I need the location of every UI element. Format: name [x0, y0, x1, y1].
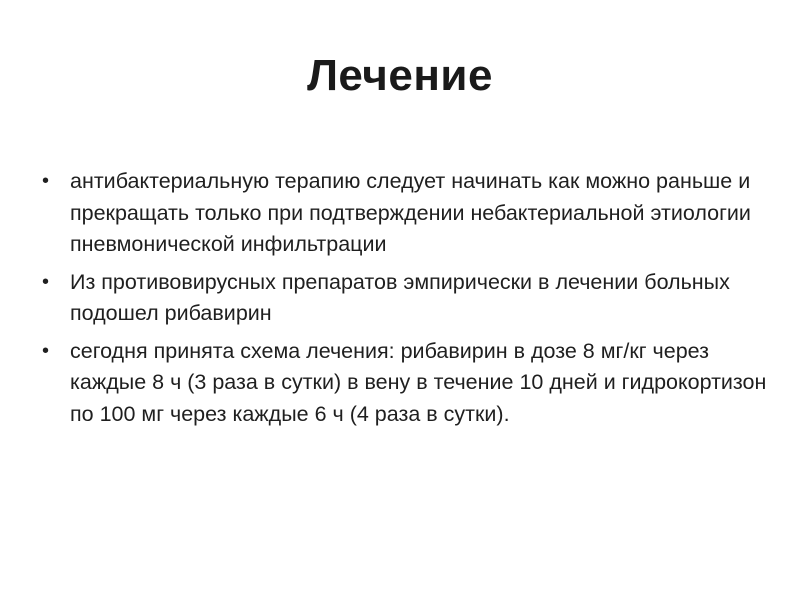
bullet-dot-icon: • — [42, 339, 50, 362]
bullet-text: Из противовирусных препаратов эмпирически в лечении больных подошел рибавирин — [70, 269, 730, 325]
bullet-item — [40, 267, 770, 330]
bullet-text: антибактериальную терапию следует начинать как можно раньше и прекращать только при подтверждении небактериальной этиологии пневмонической инфильтрации — [70, 169, 751, 256]
slide-title: Лечение — [307, 51, 493, 100]
bullet-item — [40, 336, 770, 431]
bullet-dot-icon: • — [42, 170, 50, 192]
bullet-dot-icon: • — [42, 270, 50, 293]
bullet-item — [40, 166, 770, 261]
bullet-text: сегодня принята схема лечения: рибавирин в дозе 8 мг/кг через каждые 8 ч (3 раза в сутки) в вену в течение 10 дней и гидрокортизон по 100 мг через каждые 6 ч (4 раза в сутки). — [70, 338, 767, 426]
bullet-list — [40, 166, 770, 436]
